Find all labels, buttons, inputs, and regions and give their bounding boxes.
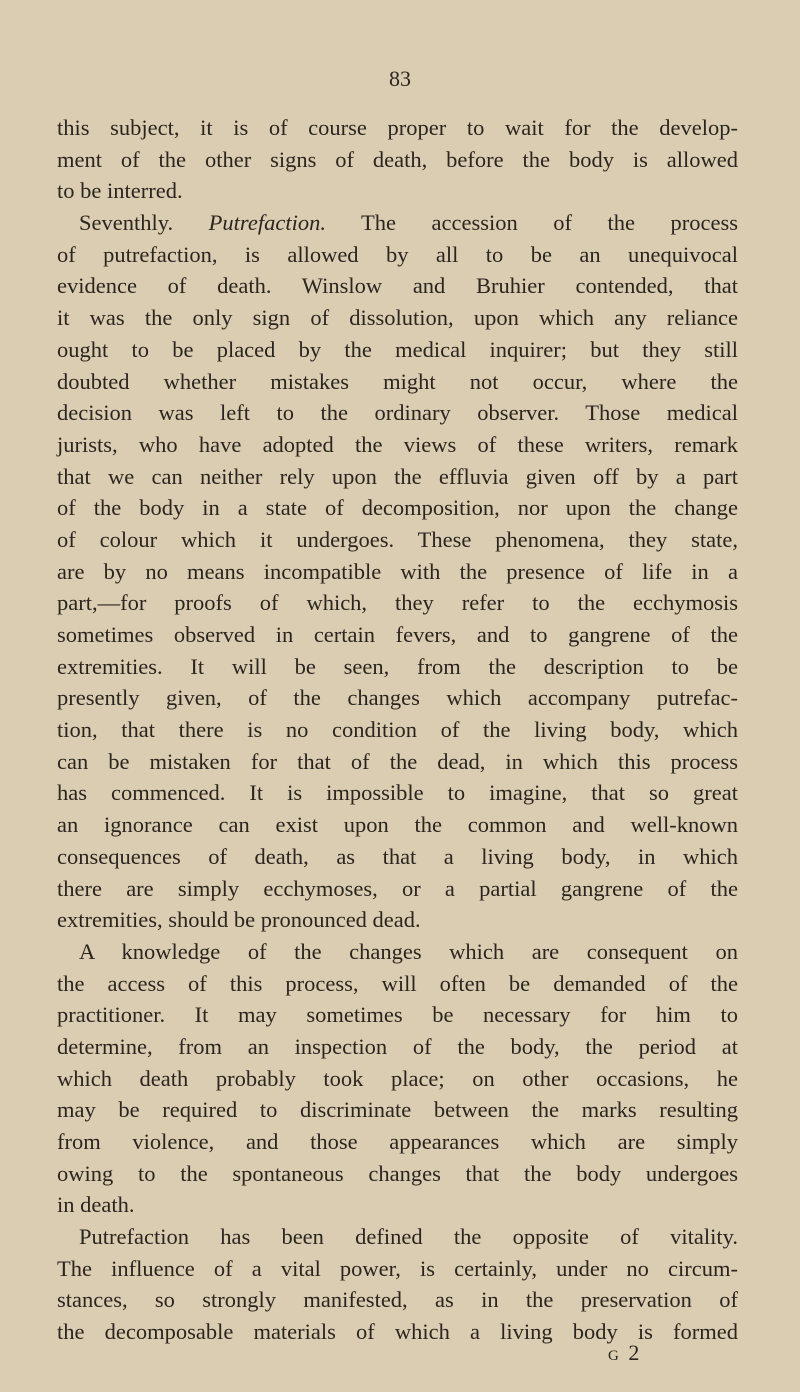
text-line: sometimes observed in certain fevers, and to gangrene of the	[57, 622, 738, 647]
text-line: that we can neither rely upon the effluvia given off by a part	[57, 463, 738, 489]
text-line: to be interred.	[57, 178, 183, 204]
signature-number: 2	[628, 1340, 642, 1365]
line-rest: The accession of the process	[325, 210, 738, 236]
text-line: from violence, and those appearances which are simply	[57, 1129, 738, 1154]
text-line: of the body in a state of decomposition, nor upon the change	[57, 495, 738, 521]
text-line: Putrefaction has been defined the opposite of vitality.	[79, 1224, 738, 1250]
text-line: this subject, it is of course proper to wait for the develop-	[57, 115, 738, 140]
text-line: stances, so strongly manifested, as in the preservation of	[57, 1287, 738, 1313]
page-number: 83	[389, 66, 411, 91]
text-line: there are simply ecchymoses, or a partial gangrene of the	[57, 875, 738, 901]
text-line: has commenced. It is impossible to imagine, that so great	[57, 780, 738, 806]
text-line: are by no means incompatible with the presence of life in a	[57, 558, 738, 584]
text-line: decision was left to the ordinary observer. Those medical	[57, 400, 738, 426]
text-line: an ignorance can exist upon the common and well-known	[57, 812, 738, 838]
text-line: the decomposable materials of which a living body is formed	[57, 1319, 738, 1345]
text-line: doubted whether mistakes might not occur, where the	[57, 368, 738, 394]
text-line: of putrefaction, is allowed by all to be an unequivocal	[57, 241, 738, 267]
text-line: of colour which it undergoes. These phenomena, they state,	[57, 526, 738, 552]
signature-mark	[608, 1340, 641, 1366]
text-line: ought to be placed by the medical inquirer; but they still	[57, 336, 738, 362]
text-line: can be mistaken for that of the dead, in which this process	[57, 748, 738, 774]
text-line: The influence of a vital power, is certainly, under no circum-	[57, 1255, 738, 1281]
text-line: A knowledge of the changes which are consequent on	[79, 938, 738, 964]
body-text	[57, 112, 738, 1348]
text-line: it was the only sign of dissolution, upon which any reliance	[57, 305, 738, 331]
text-line: may be required to discriminate between the marks resulting	[57, 1097, 738, 1123]
text-line: part,—for proofs of which, they refer to the ecchymosis	[57, 590, 738, 616]
text-line	[57, 207, 738, 239]
text-line: extremities. It will be seen, from the description to be	[57, 653, 738, 679]
text-line: owing to the spontaneous changes that the body undergoes	[57, 1160, 738, 1186]
signature-letter: G	[608, 1348, 621, 1364]
text-line: practitioner. It may sometimes be necessary for him to	[57, 1002, 738, 1028]
text-line: in death.	[57, 1192, 135, 1218]
text-line: presently given, of the changes which accompany putrefac-	[57, 685, 738, 711]
text-line: extremities, should be pronounced dead.	[57, 907, 421, 933]
text-line: jurists, who have adopted the views of these writers, remark	[57, 431, 738, 457]
text-line: tion, that there is no condition of the living body, which	[57, 717, 738, 743]
text-line: ment of the other signs of death, before the body is allowed	[57, 146, 738, 172]
line-lead: Seventhly.	[79, 210, 209, 236]
text-line: which death probably took place; on other occasions, he	[57, 1065, 738, 1091]
italic-heading: Putrefaction.	[208, 210, 326, 236]
text-line: consequences of death, as that a living body, in which	[57, 843, 738, 869]
text-line: evidence of death. Winslow and Bruhier contended, that	[57, 273, 738, 299]
text-line: the access of this process, will often be demanded of the	[57, 970, 738, 996]
text-line: determine, from an inspection of the body, the period at	[57, 1033, 738, 1059]
